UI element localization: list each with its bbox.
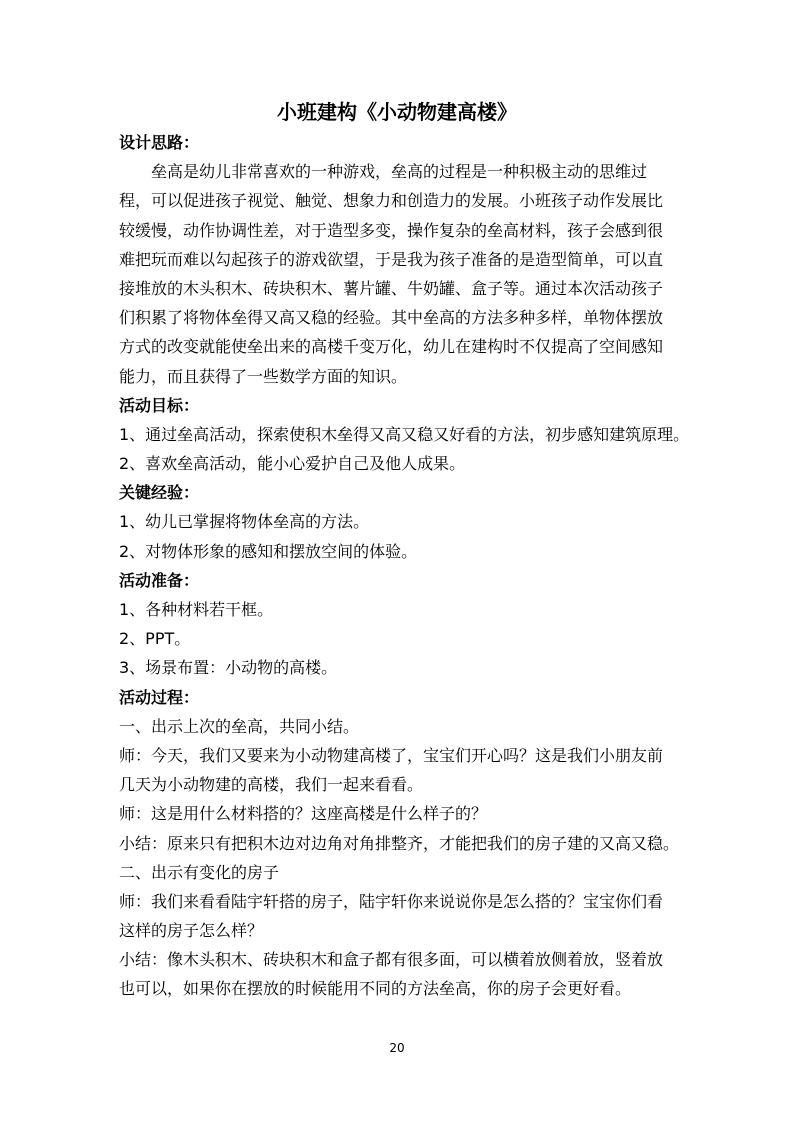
paragraph-line: 小结：像木头积木、砖块积木和盒子都有很多面，可以横着放侧着放，竖着放 [119,950,664,970]
paragraph-line: 师：今天，我们又要来为小动物建高楼了，宝宝们开心吗？这是我们小朋友前 [119,745,664,765]
paragraph-line: 二、出示有变化的房子 [119,862,280,882]
paragraph-line: 能力，而且获得了一些数学方面的知识。 [119,366,408,386]
paragraph-line: 2、对物体形象的感知和摆放空间的体验。 [119,541,418,561]
section-heading: 关键经验： [119,483,200,503]
section-heading: 活动准备： [119,570,200,590]
paragraph-line: 2、PPT。 [119,629,191,649]
paragraph-line: 1、各种材料若干框。 [119,600,274,619]
paragraph-line: 垒高是幼儿非常喜欢的一种游戏，垒高的过程是一种积极主动的思维过 [151,162,648,182]
paragraph-line: 方式的改变就能使垒出来的高楼千变万化，幼儿在建构时不仅提高了空间感知 [119,337,664,357]
paragraph-line: 接堆放的木头积木、砖块积木、薯片罐、牛奶罐、盒子等。通过本次活动孩子 [119,278,664,298]
section-heading: 活动目标： [119,395,200,415]
paragraph-line: 1、通过垒高活动，探索使积木垒得又高又稳又好看的方法，初步感知建筑原理。 [119,424,690,444]
paragraph-line: 难把玩而难以勾起孩子的游戏欲望，于是我为孩子准备的是造型简单，可以直 [119,249,664,269]
paragraph-line: 一、出示上次的垒高，共同小结。 [119,716,360,736]
paragraph-line: 小结：原来只有把积木边对边角对角排整齐，才能把我们的房子建的又高又稳。 [119,833,680,853]
paragraph-line: 程，可以促进孩子视觉、触觉、想象力和创造力的发展。小班孩子动作发展比 [119,191,664,211]
document-body [119,128,689,1004]
page-number: 20 [389,1041,405,1055]
document-title: 小班建构《小动物建高楼》 [277,100,517,124]
paragraph-line: 几天为小动物建的高楼，我们一起来看看。 [119,775,424,795]
section-heading: 设计思路： [119,133,200,152]
paragraph-line: 也可以，如果你在摆放的时候能用不同的方法垒高，你的房子会更好看。 [119,979,632,999]
paragraph-line: 2、喜欢垒高活动，能小心爱护自己及他人成果。 [119,454,466,474]
paragraph-line: 较缓慢，动作协调性差，对于造型多变，操作复杂的垒高材料，孩子会感到很 [119,220,664,240]
section-heading: 活动过程： [119,687,200,707]
paragraph-line: 3、场景布置：小动物的高楼。 [119,658,338,678]
paragraph-line: 师：我们来看看陆宇轩搭的房子，陆宇轩你来说说你是怎么搭的？宝宝你们看 [119,891,664,911]
paragraph-line: 1、幼儿已掌握将物体垒高的方法。 [119,512,370,532]
paragraph-line: 这样的房子怎么样？ [119,921,264,941]
paragraph-line: 师：这是用什么材料搭的？这座高楼是什么样子的？ [119,804,488,824]
paragraph-line: 们积累了将物体垒得又高又稳的经验。其中垒高的方法多种多样，单物体摆放 [119,308,664,328]
